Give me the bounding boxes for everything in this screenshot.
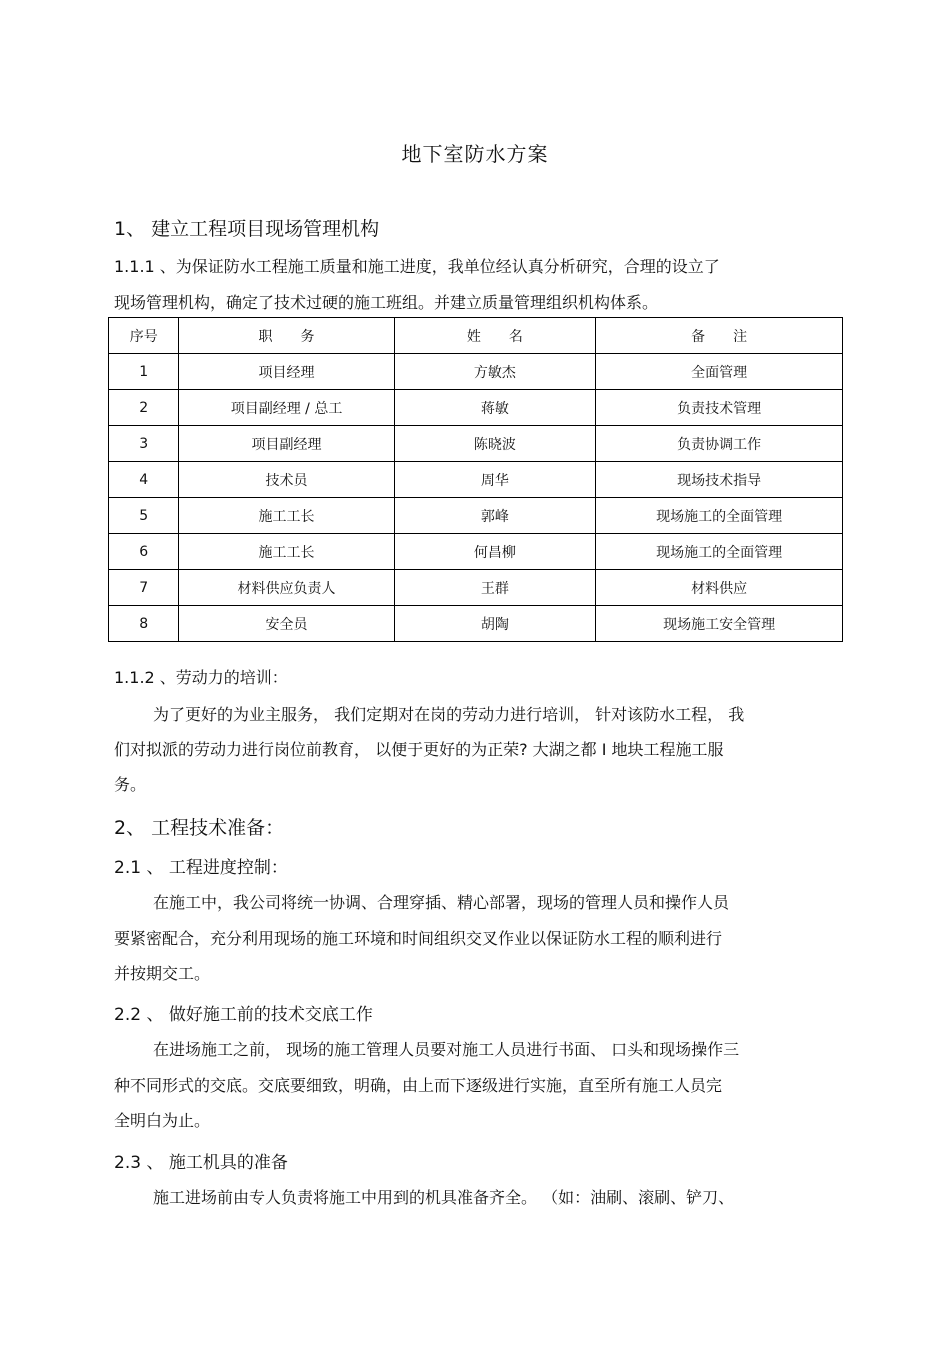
cell-index: 6 (109, 534, 179, 570)
paragraph-1-1-2-line-2: 们对拟派的劳动力进行岗位前教育， 以便于更好的为正荣? 大湖之都 I 地块工程施工服 (114, 740, 724, 759)
section-2-3-heading: 2.3 、 施工机具的准备 (114, 1153, 288, 1173)
table-row (109, 534, 843, 570)
cell-position: 项目经理 (179, 354, 394, 390)
paragraph-1-1-1-line-1: 1.1.1 、为保证防水工程施工质量和施工进度，我单位经认真分析研究，合理的设立了 (114, 257, 720, 276)
staff-table (108, 317, 843, 642)
cell-remark: 现场施工安全管理 (596, 606, 843, 642)
paragraph-1-1-1-line-2: 现场管理机构，确定了技术过硬的施工班组。并建立质量管理组织机构体系。 (114, 293, 659, 312)
cell-remark: 材料供应 (596, 570, 843, 606)
table-row (109, 354, 843, 390)
cell-name: 胡陶 (394, 606, 596, 642)
cell-index: 2 (109, 390, 179, 426)
cell-index: 4 (109, 462, 179, 498)
table-row (109, 570, 843, 606)
header-cell-index: 序号 (109, 318, 179, 354)
cell-position: 项目副经理 (179, 426, 394, 462)
table-row (109, 390, 843, 426)
cell-name: 郭峰 (394, 498, 596, 534)
cell-position: 材料供应负责人 (179, 570, 394, 606)
section-1-heading: 1、 建立工程项目现场管理机构 (114, 218, 380, 240)
cell-position: 施工工长 (179, 498, 394, 534)
cell-name: 蒋敏 (394, 390, 596, 426)
cell-name: 何昌柳 (394, 534, 596, 570)
section-2-2-line-3: 全明白为止。 (114, 1111, 211, 1130)
header-cell-remark: 备注 (596, 318, 843, 354)
header-cell-name: 姓名 (394, 318, 596, 354)
table-row (109, 498, 843, 534)
section-2-2-heading: 2.2 、 做好施工前的技术交底工作 (114, 1005, 373, 1025)
table-row (109, 426, 843, 462)
section-2-1-heading: 2.1 、 工程进度控制： (114, 858, 288, 878)
cell-name: 王群 (394, 570, 596, 606)
cell-index: 3 (109, 426, 179, 462)
section-2-3-line-1: 施工进场前由专人负责将施工中用到的机具准备齐全。 （如：油刷、滚刷、铲刀、 (153, 1188, 735, 1207)
cell-position: 安全员 (179, 606, 394, 642)
table-row (109, 462, 843, 498)
section-2-heading: 2、 工程技术准备： (114, 817, 285, 839)
section-2-2-line-2: 种不同形式的交底。交底要细致，明确，由上而下逐级进行实施，直至所有施工人员完 (114, 1076, 723, 1095)
document-title: 地下室防水方案 (401, 142, 549, 166)
cell-index: 1 (109, 354, 179, 390)
table-row (109, 606, 843, 642)
cell-remark: 负责协调工作 (596, 426, 843, 462)
cell-index: 7 (109, 570, 179, 606)
cell-remark: 现场施工的全面管理 (596, 498, 843, 534)
paragraph-1-1-2-heading: 1.1.2 、劳动力的培训： (114, 668, 288, 687)
cell-index: 8 (109, 606, 179, 642)
cell-remark: 现场技术指导 (596, 462, 843, 498)
paragraph-1-1-2-line-1: 为了更好的为业主服务， 我们定期对在岗的劳动力进行培训， 针对该防水工程， 我 (153, 705, 745, 724)
cell-index: 5 (109, 498, 179, 534)
cell-position: 技术员 (179, 462, 394, 498)
section-2-1-line-2: 要紧密配合，充分利用现场的施工环境和时间组织交叉作业以保证防水工程的顺利进行 (114, 929, 723, 948)
cell-name: 陈晓波 (394, 426, 596, 462)
section-2-1-line-3: 并按期交工。 (114, 964, 211, 983)
cell-remark: 现场施工的全面管理 (596, 534, 843, 570)
cell-name: 周华 (394, 462, 596, 498)
cell-position: 施工工长 (179, 534, 394, 570)
cell-name: 方敏杰 (394, 354, 596, 390)
cell-remark: 负责技术管理 (596, 390, 843, 426)
header-cell-position: 职务 (179, 318, 394, 354)
section-2-1-line-1: 在施工中，我公司将统一协调、合理穿插、精心部署，现场的管理人员和操作人员 (153, 893, 730, 912)
section-2-2-line-1: 在进场施工之前， 现场的施工管理人员要对施工人员进行书面、 口头和现场操作三 (153, 1040, 740, 1059)
cell-remark: 全面管理 (596, 354, 843, 390)
paragraph-1-1-2-line-3: 务。 (114, 775, 147, 794)
table-header-row (109, 318, 843, 354)
cell-position: 项目副经理 / 总工 (179, 390, 394, 426)
